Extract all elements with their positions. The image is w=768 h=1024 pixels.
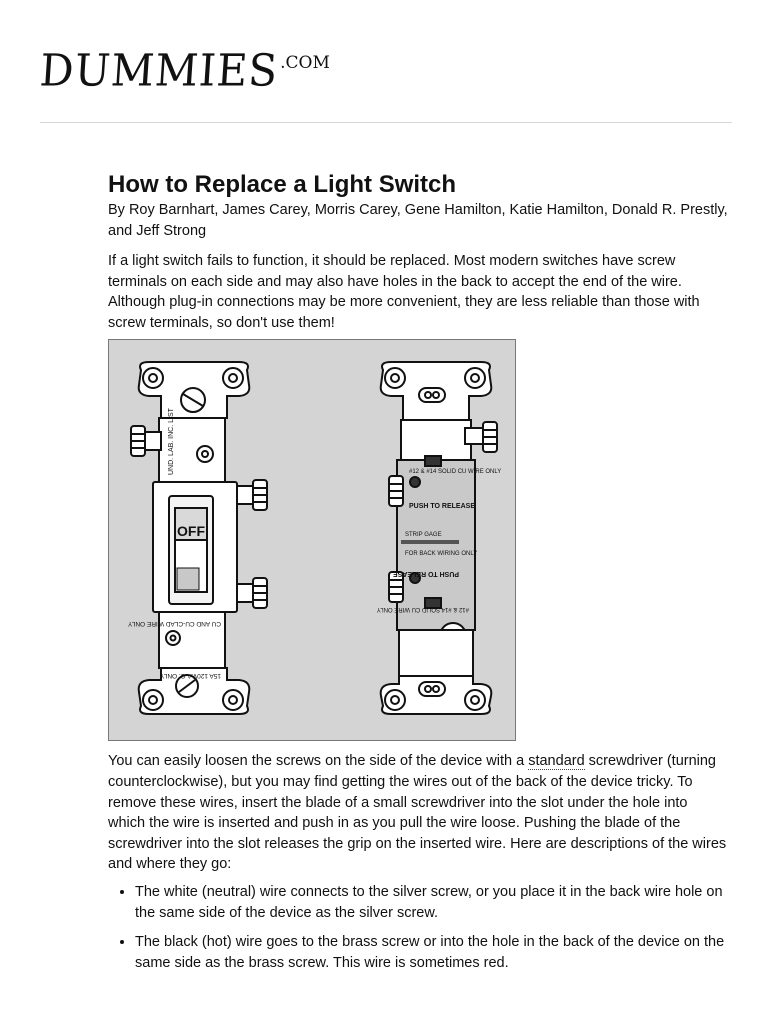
standard-link[interactable]: standard — [528, 753, 585, 770]
switch-back-view — [381, 362, 497, 714]
back-label-strip-gage: STRIP GAGE — [405, 532, 442, 539]
list-item: • The black (hot) wire goes to the brass screw or into the hole in the back of the device on the same side as the brass screw. This wire is sometimes red. — [135, 932, 728, 973]
article-body — [108, 751, 728, 875]
body-text-before: You can easily loosen the screws on the side of the device with a — [108, 753, 529, 770]
front-label-off: OFF — [177, 523, 205, 540]
header-divider — [40, 122, 732, 123]
front-label-und-lab: UND. LAB. INC. LIST — [168, 408, 175, 476]
wire-list — [108, 882, 728, 973]
logo-wordmark: DUMMIES — [38, 44, 280, 97]
back-label-push-release-flipped: PUSH TO RELEASE — [393, 570, 459, 578]
back-label-solid-wire: #12 & #14 SOLID CU WIRE ONLY — [409, 469, 502, 476]
light-switch-illustration — [108, 339, 516, 741]
article-byline: By Roy Barnhart, James Carey, Morris Carey, Gene Hamilton, Katie Hamilton, Donald R. Prestly, and Jeff Strong — [108, 202, 728, 239]
back-label-back-wiring: FOR BACK WIRING ONLY — [405, 551, 478, 558]
front-label-rating: 15A 120V.A.C. ONLY — [159, 672, 221, 680]
body-text-after: screwdriver (turning counterclockwise), but you may find getting the wires out of the back of the device tricky. To remove these wires, insert the blade of a small screwdriver into the slot under the hole into which the wire is inserted and push in as you pull the wire loose. Pushing the blade of the screwdriver into the slot releases the grip on the inserted wire. Here are descriptions of the wires and where they go: — [108, 753, 727, 873]
list-item: • The white (neutral) wire connects to the silver screw, or you place it in the back wire hole on the same side of the device as the silver screw. — [135, 882, 728, 923]
dummies-logo[interactable] — [38, 40, 330, 97]
back-label-solid-wire-flipped: #12 & #14 SOLID CU WIRE ONLY — [376, 606, 469, 613]
article-title: How to Replace a Light Switch — [108, 171, 457, 198]
strip-gage-bar — [401, 540, 459, 544]
logo-tld: .COM — [280, 53, 330, 73]
back-label-push-release: PUSH TO RELEASE — [409, 503, 475, 511]
article-intro: If a light switch fails to function, it should be replaced. Most modern switches have screw terminals on each side and may also have holes in the back to accept the end of the wire. Although plug-in connections may be more convenient, they are less reliable than those with screw terminals, so don't use them! — [108, 253, 700, 331]
article — [108, 170, 728, 982]
front-label-wire: CU AND CU-CLAD WIRE ONLY — [127, 620, 221, 628]
